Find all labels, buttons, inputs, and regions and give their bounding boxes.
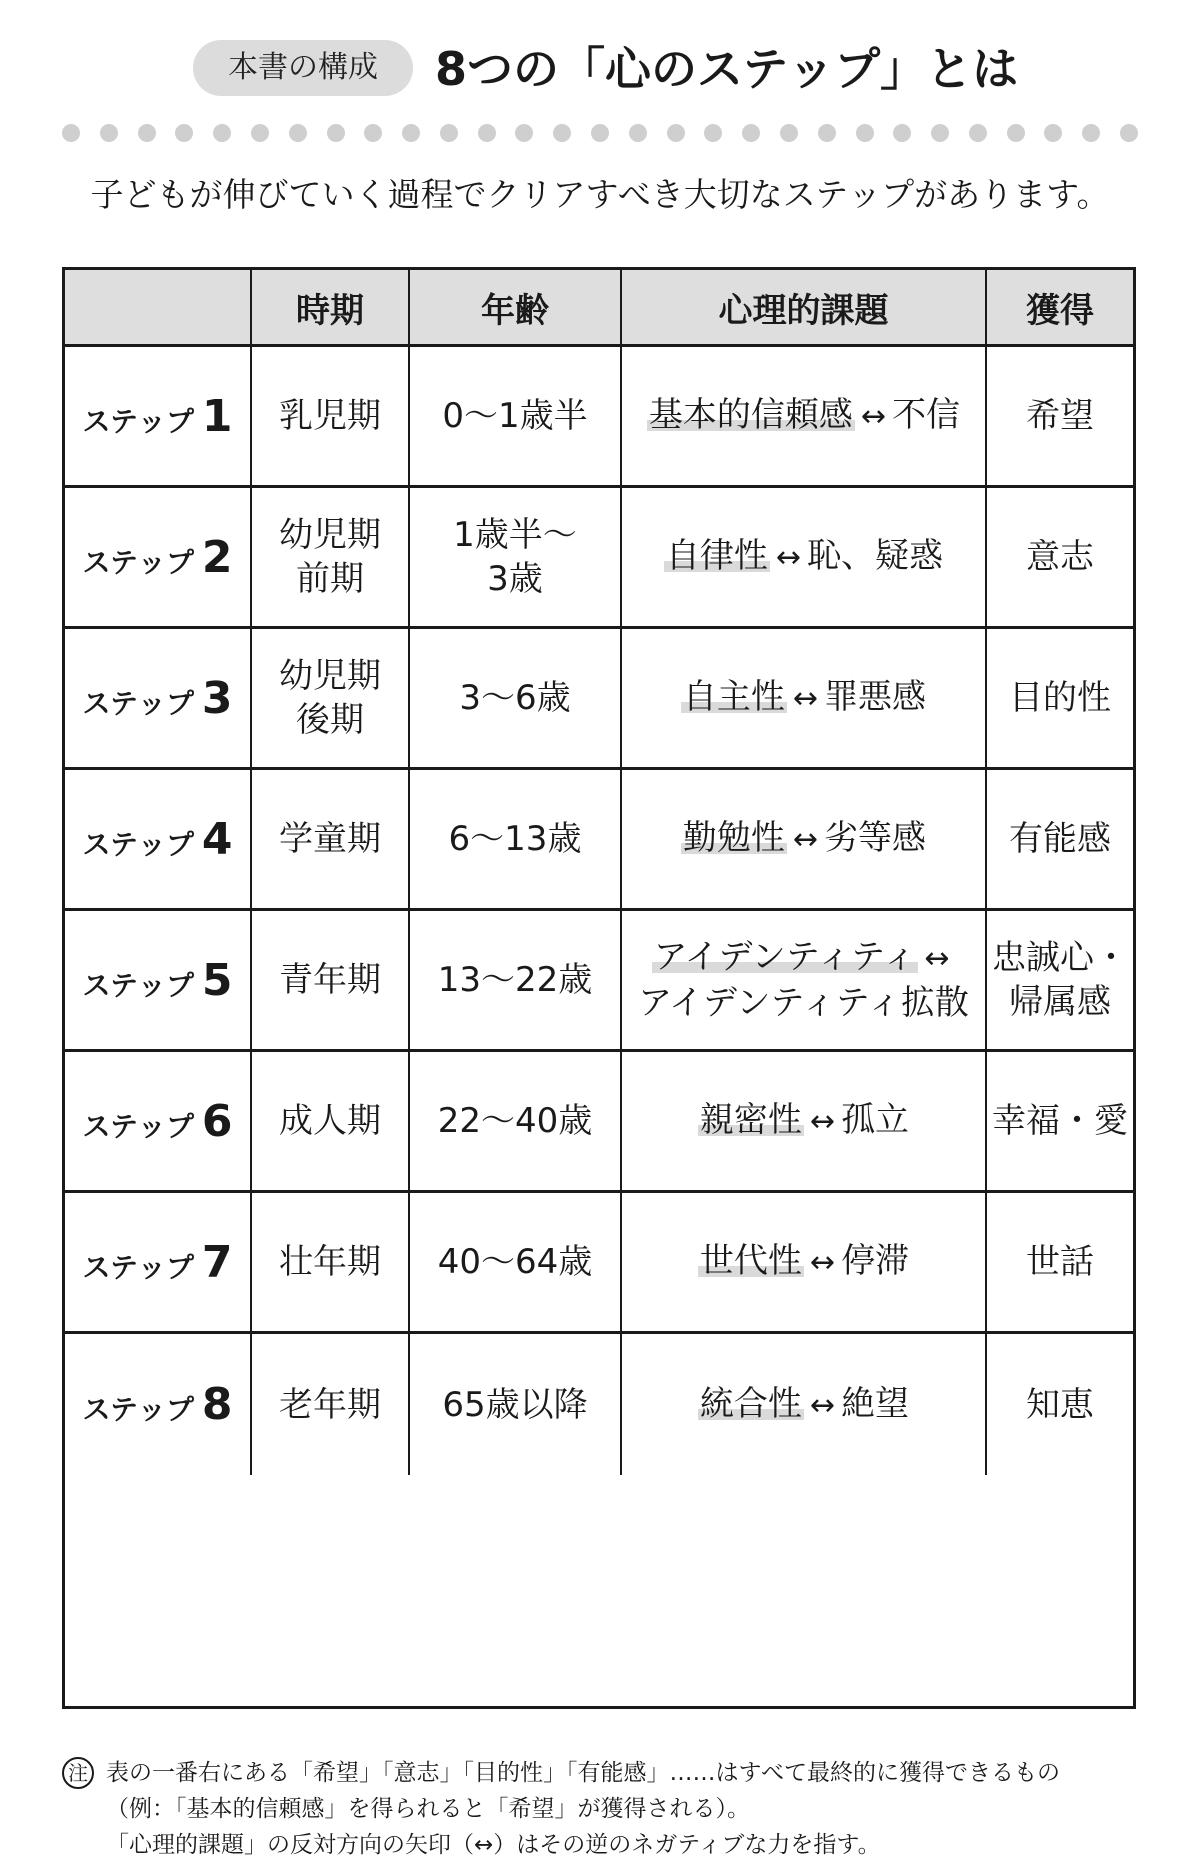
age-line: 65歳以降 — [442, 1384, 588, 1425]
table-row — [65, 488, 1133, 629]
divider-dot — [1120, 124, 1138, 142]
step-label — [82, 1237, 232, 1288]
divider-dot — [704, 124, 722, 142]
issue-text — [681, 816, 926, 862]
divider-dot — [1044, 124, 1062, 142]
age-cell — [410, 770, 622, 908]
divider-dot — [629, 124, 647, 142]
table-header-row — [65, 270, 1133, 347]
footnote-line: 表の一番右にある「希望」「意志」「目的性」「有能感」……はすべて最終的に獲得できるもの — [106, 1760, 1061, 1786]
footnote-text — [106, 1755, 1142, 1863]
gain-cell — [987, 770, 1133, 908]
age-line: 3～6歳 — [459, 678, 571, 718]
gain-line: 希望 — [1026, 396, 1094, 436]
footnote-line: 「心理的課題」の反対方向の矢印（↔）はその逆のネガティブな力を指す。 — [106, 1832, 881, 1858]
footnote-line: （例：「基本的信頼感」を得られると「希望」が獲得される）。 — [106, 1796, 750, 1822]
age-cell — [410, 1193, 622, 1331]
header-label: 年齢 — [481, 290, 549, 331]
age-line: 13～22歳 — [437, 960, 593, 1000]
divider-dot — [553, 124, 571, 142]
table-row — [65, 1193, 1133, 1334]
issue-line — [638, 981, 969, 1025]
step-cell — [65, 1193, 252, 1331]
divider-dot — [667, 124, 685, 142]
issue-text — [698, 1098, 909, 1144]
age-cell — [410, 347, 622, 485]
step-cell — [65, 347, 252, 485]
divider-dot — [100, 124, 118, 142]
step-label — [82, 955, 232, 1006]
age-line: 0～1歳半 — [442, 396, 588, 436]
age-text — [459, 676, 570, 720]
period-text — [279, 817, 381, 861]
negative-trait: 不信 — [892, 395, 961, 435]
age-line: 6～13歳 — [448, 819, 582, 859]
double-arrow-icon: ↔ — [924, 941, 950, 976]
double-arrow-icon: ↔ — [860, 399, 887, 434]
gain-line: 知恵 — [1026, 1384, 1094, 1425]
step-label — [82, 1096, 232, 1147]
period-line: 幼児期 — [279, 656, 381, 696]
age-cell — [410, 1334, 622, 1475]
divider-dot — [780, 124, 798, 142]
period-text — [279, 1240, 381, 1284]
note-mark: 注 — [62, 1757, 94, 1789]
issue-cell — [622, 1193, 987, 1331]
age-text — [438, 1099, 593, 1143]
age-line: 40～64歳 — [437, 1242, 593, 1282]
negative-trait: 罪悪感 — [824, 677, 927, 717]
period-line: 青年期 — [279, 960, 381, 1000]
gain-text — [992, 936, 1128, 1024]
divider-dot — [440, 124, 458, 142]
issue-line — [664, 534, 943, 580]
step-number: 1 — [201, 390, 233, 442]
page-subtitle: 子どもが伸びていく過程でクリアすべき大切なステップがあります。 — [90, 175, 1110, 214]
issue-line — [652, 935, 956, 981]
gain-cell — [987, 911, 1133, 1049]
age-text — [438, 1240, 593, 1284]
step-word: ステップ — [82, 1393, 194, 1426]
period-text — [279, 654, 381, 742]
gain-line: 忠誠心・ — [992, 938, 1128, 978]
period-text — [279, 394, 381, 438]
positive-trait: アイデンティティ — [653, 937, 917, 977]
step-word: ステップ — [82, 827, 194, 861]
step-word: ステップ — [82, 1109, 194, 1143]
issue-line — [698, 1239, 909, 1285]
divider-dot — [364, 124, 382, 142]
gain-cell — [987, 1193, 1133, 1331]
age-line: 1歳半～ — [453, 515, 577, 555]
positive-trait: 勤勉性 — [682, 818, 785, 858]
period-line: 乳児期 — [279, 396, 381, 436]
age-line: 22～40歳 — [437, 1101, 593, 1141]
divider-dot — [138, 124, 156, 142]
page-title: 8つの「心のステップ」とは — [435, 42, 1019, 96]
header-cell — [987, 270, 1133, 344]
gain-text — [1026, 535, 1094, 579]
negative-trait: アイデンティティ拡散 — [638, 983, 969, 1023]
step-word: ステップ — [82, 686, 194, 720]
positive-trait: 自律性 — [665, 536, 768, 576]
issue-cell — [622, 1334, 987, 1475]
negative-trait: 絶望 — [841, 1383, 910, 1424]
divider-dot — [478, 124, 496, 142]
header — [0, 36, 1200, 96]
period-text — [279, 1099, 381, 1143]
age-cell — [410, 488, 622, 626]
divider-dot — [1082, 124, 1100, 142]
issue-line — [698, 1382, 909, 1428]
issue-text — [698, 1239, 909, 1285]
gain-text — [1026, 394, 1094, 438]
gain-cell — [987, 1052, 1133, 1190]
negative-trait: 恥、疑惑 — [807, 536, 944, 576]
step-word: ステップ — [82, 404, 194, 438]
positive-trait: 自主性 — [682, 677, 785, 717]
age-text — [438, 958, 593, 1002]
issue-text — [647, 393, 960, 439]
issue-cell — [622, 488, 987, 626]
divider-dot — [175, 124, 193, 142]
gain-text — [1009, 676, 1111, 720]
double-arrow-icon: ↔ — [809, 1245, 836, 1280]
period-cell — [252, 629, 410, 767]
divider-dot — [289, 124, 307, 142]
footnote — [62, 1755, 1142, 1865]
header-cell — [410, 270, 622, 344]
negative-trait: 劣等感 — [824, 818, 927, 858]
header-cell — [252, 270, 410, 344]
gain-text — [992, 1099, 1128, 1143]
gain-text — [1026, 1383, 1094, 1427]
age-line: 3歳 — [487, 559, 543, 599]
gain-cell — [987, 629, 1133, 767]
divider-dot — [591, 124, 609, 142]
step-word: ステップ — [82, 1250, 194, 1284]
divider-dot — [62, 124, 80, 142]
issue-text — [664, 534, 943, 580]
age-cell — [410, 1052, 622, 1190]
step-label — [82, 532, 232, 583]
divider-dot — [515, 124, 533, 142]
step-number: 7 — [201, 1236, 233, 1288]
table-row — [65, 911, 1133, 1052]
gain-text — [1009, 817, 1111, 861]
period-cell — [252, 770, 410, 908]
period-text — [279, 513, 381, 601]
divider-dot — [931, 124, 949, 142]
age-cell — [410, 629, 622, 767]
header-cell — [65, 270, 252, 344]
divider-dot — [742, 124, 760, 142]
issue-line — [681, 675, 926, 721]
divider-dot — [402, 124, 420, 142]
gain-line: 世話 — [1026, 1242, 1094, 1282]
period-line: 壮年期 — [279, 1242, 381, 1282]
issue-cell — [622, 1052, 987, 1190]
divider-dot — [969, 124, 987, 142]
gain-line: 帰属感 — [1009, 982, 1111, 1022]
step-cell — [65, 1334, 252, 1475]
double-arrow-icon: ↔ — [792, 822, 819, 857]
positive-trait: 親密性 — [699, 1100, 802, 1140]
divider-dot — [893, 124, 911, 142]
period-line: 幼児期 — [279, 515, 381, 555]
gain-line: 目的性 — [1009, 678, 1111, 718]
divider-dot — [1007, 124, 1025, 142]
steps-table — [62, 267, 1136, 1709]
divider-dot — [213, 124, 231, 142]
step-label — [82, 814, 232, 865]
section-badge: 本書の構成 — [193, 40, 413, 96]
gain-line: 幸福・愛 — [992, 1101, 1128, 1141]
step-number: 8 — [201, 1379, 233, 1430]
age-cell — [410, 911, 622, 1049]
dotted-divider — [62, 124, 1138, 144]
gain-cell — [987, 347, 1133, 485]
gain-line: 有能感 — [1009, 819, 1111, 859]
period-cell — [252, 911, 410, 1049]
double-arrow-icon: ↔ — [792, 681, 819, 716]
positive-trait: 統合性 — [699, 1383, 802, 1424]
header-label: 心理的課題 — [718, 290, 889, 331]
issue-text — [681, 675, 926, 721]
positive-trait: 世代性 — [699, 1241, 802, 1281]
step-cell — [65, 488, 252, 626]
age-text — [442, 1383, 587, 1427]
step-word: ステップ — [82, 545, 194, 579]
issue-text — [638, 935, 969, 1025]
negative-trait: 孤立 — [841, 1100, 910, 1140]
double-arrow-icon: ↔ — [809, 1387, 836, 1423]
gain-text — [1026, 1240, 1094, 1284]
period-text — [279, 958, 381, 1002]
step-label — [82, 1379, 232, 1430]
divider-dot — [251, 124, 269, 142]
step-number: 5 — [201, 954, 233, 1006]
table-row — [65, 1334, 1133, 1475]
period-line: 老年期 — [279, 1384, 381, 1425]
step-cell — [65, 911, 252, 1049]
period-line: 前期 — [296, 559, 364, 599]
age-text — [453, 513, 577, 601]
header-cell — [622, 270, 987, 344]
issue-line — [647, 393, 960, 439]
step-cell — [65, 1052, 252, 1190]
period-cell — [252, 1334, 410, 1475]
header-label: 時期 — [296, 290, 364, 331]
age-text — [442, 394, 587, 438]
step-number: 6 — [201, 1095, 233, 1147]
table-row — [65, 629, 1133, 770]
table-row — [65, 770, 1133, 911]
step-cell — [65, 770, 252, 908]
divider-dot — [818, 124, 836, 142]
issue-cell — [622, 347, 987, 485]
step-number: 4 — [201, 813, 233, 865]
period-line: 後期 — [296, 700, 364, 740]
issue-text — [698, 1382, 909, 1428]
divider-dot — [327, 124, 345, 142]
step-cell — [65, 629, 252, 767]
gain-line: 意志 — [1026, 537, 1094, 577]
issue-line — [681, 816, 926, 862]
divider-dot — [856, 124, 874, 142]
period-cell — [252, 488, 410, 626]
issue-line — [698, 1098, 909, 1144]
table-row — [65, 1052, 1133, 1193]
step-number: 2 — [201, 531, 233, 583]
period-text — [279, 1383, 381, 1427]
period-line: 成人期 — [279, 1101, 381, 1141]
positive-trait: 基本的信頼感 — [648, 395, 853, 435]
gain-cell — [987, 1334, 1133, 1475]
issue-cell — [622, 770, 987, 908]
double-arrow-icon: ↔ — [775, 540, 802, 575]
period-cell — [252, 1193, 410, 1331]
period-cell — [252, 1052, 410, 1190]
step-label — [82, 673, 232, 724]
issue-cell — [622, 629, 987, 767]
step-number: 3 — [201, 672, 233, 724]
step-label — [82, 391, 232, 442]
negative-trait: 停滞 — [841, 1241, 910, 1281]
period-cell — [252, 347, 410, 485]
issue-cell — [622, 911, 987, 1049]
step-word: ステップ — [82, 968, 194, 1002]
period-line: 学童期 — [279, 819, 381, 859]
table-row — [65, 347, 1133, 488]
gain-cell — [987, 488, 1133, 626]
double-arrow-icon: ↔ — [809, 1104, 836, 1139]
age-text — [449, 817, 582, 861]
header-label: 獲得 — [1026, 290, 1094, 331]
